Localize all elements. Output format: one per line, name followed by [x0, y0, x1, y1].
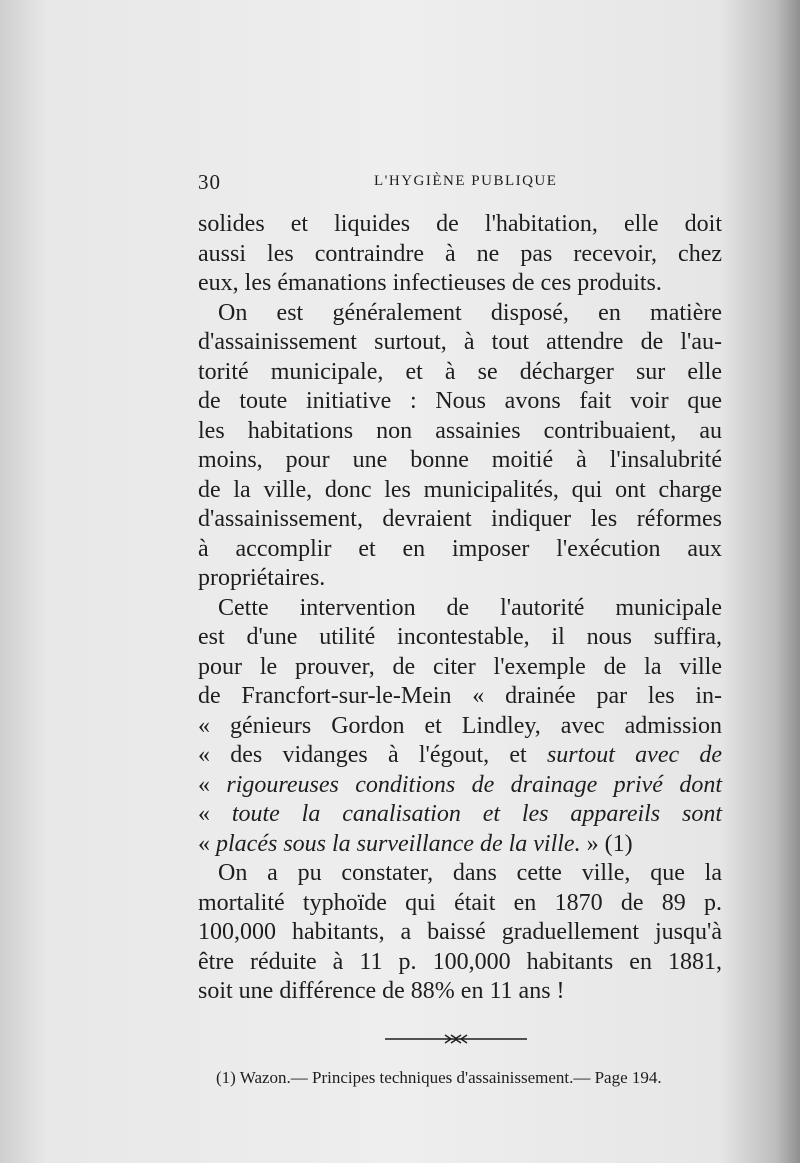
page-number: 30	[198, 170, 221, 194]
text-line-mixed	[198, 800, 722, 830]
text-line-mixed	[198, 830, 722, 860]
text-line: de la ville, donc les municipalités, qui ont charge	[198, 476, 722, 503]
text-line: de Francfort-sur-le-Mein « drainée par les in-	[198, 683, 722, 709]
text-line: mortalité typhoïde qui était en 1870 de 89 p.	[198, 889, 722, 916]
text-line: Cette intervention de l'autorité municipale	[218, 594, 722, 621]
footnote-reference: » (1)	[580, 830, 633, 857]
text-line: pour le prouver, de citer l'exemple de la ville	[198, 653, 722, 680]
page-header	[198, 170, 720, 196]
quote-mark: «	[198, 771, 227, 798]
text-line: torité municipale, et à se décharger sur elle	[198, 358, 722, 385]
text-line: eux, les émanations infectieuses de ces produits.	[198, 270, 662, 296]
italic-text: surtout avec de	[546, 742, 723, 768]
text-line: d'assainissement surtout, à tout attendre de l'au-	[198, 329, 722, 355]
italic-text: toute la canalisation et les appareils sont	[231, 801, 722, 827]
quote-mark: «	[198, 830, 216, 857]
text-line: aussi les contraindre à ne pas recevoir, chez	[198, 240, 722, 267]
text-line: à accomplir et en imposer l'exécution aux	[198, 535, 722, 562]
text-line-start: « des vidanges à l'égout, et	[198, 742, 547, 768]
quote-mark: «	[198, 801, 232, 827]
body-text	[198, 210, 722, 1007]
text-line: moins, pour une bonne moitié à l'insalubrité	[198, 447, 722, 473]
text-line: 100,000 habitants, a baissé graduellement jusqu'à	[198, 919, 722, 945]
text-line-mixed	[198, 741, 722, 771]
text-line: être réduite à 11 p. 100,000 habitants en 1881,	[198, 948, 722, 975]
text-line-mixed	[198, 771, 722, 801]
italic-text: rigoureuses conditions de drainage privé dont	[226, 771, 723, 798]
text-line: propriétaires.	[198, 565, 326, 591]
running-title: L'HYGIÈNE PUBLIQUE	[374, 173, 558, 189]
text-line: On a pu constater, dans cette ville, que la	[218, 860, 722, 886]
ornament-divider	[385, 1034, 527, 1044]
text-line: soit une différence de 88% en 11 ans !	[198, 978, 565, 1004]
text-line: d'assainissement, devraient indiquer les réformes	[198, 506, 722, 532]
text-line: les habitations non assainies contribuaient, au	[198, 417, 722, 444]
text-line: de toute initiative : Nous avons fait voir que	[198, 388, 722, 414]
text-line: est d'une utilité incontestable, il nous suffira,	[198, 624, 722, 650]
text-line: solides et liquides de l'habitation, elle doit	[198, 211, 722, 237]
text-line: On est généralement disposé, en matière	[218, 299, 722, 326]
footnote: (1) Wazon.— Principes techniques d'assainissement.— Page 194.	[216, 1068, 662, 1087]
italic-text: placés sous la surveillance de la ville.	[216, 830, 581, 857]
text-line: « génieurs Gordon et Lindley, avec admission	[198, 712, 722, 739]
